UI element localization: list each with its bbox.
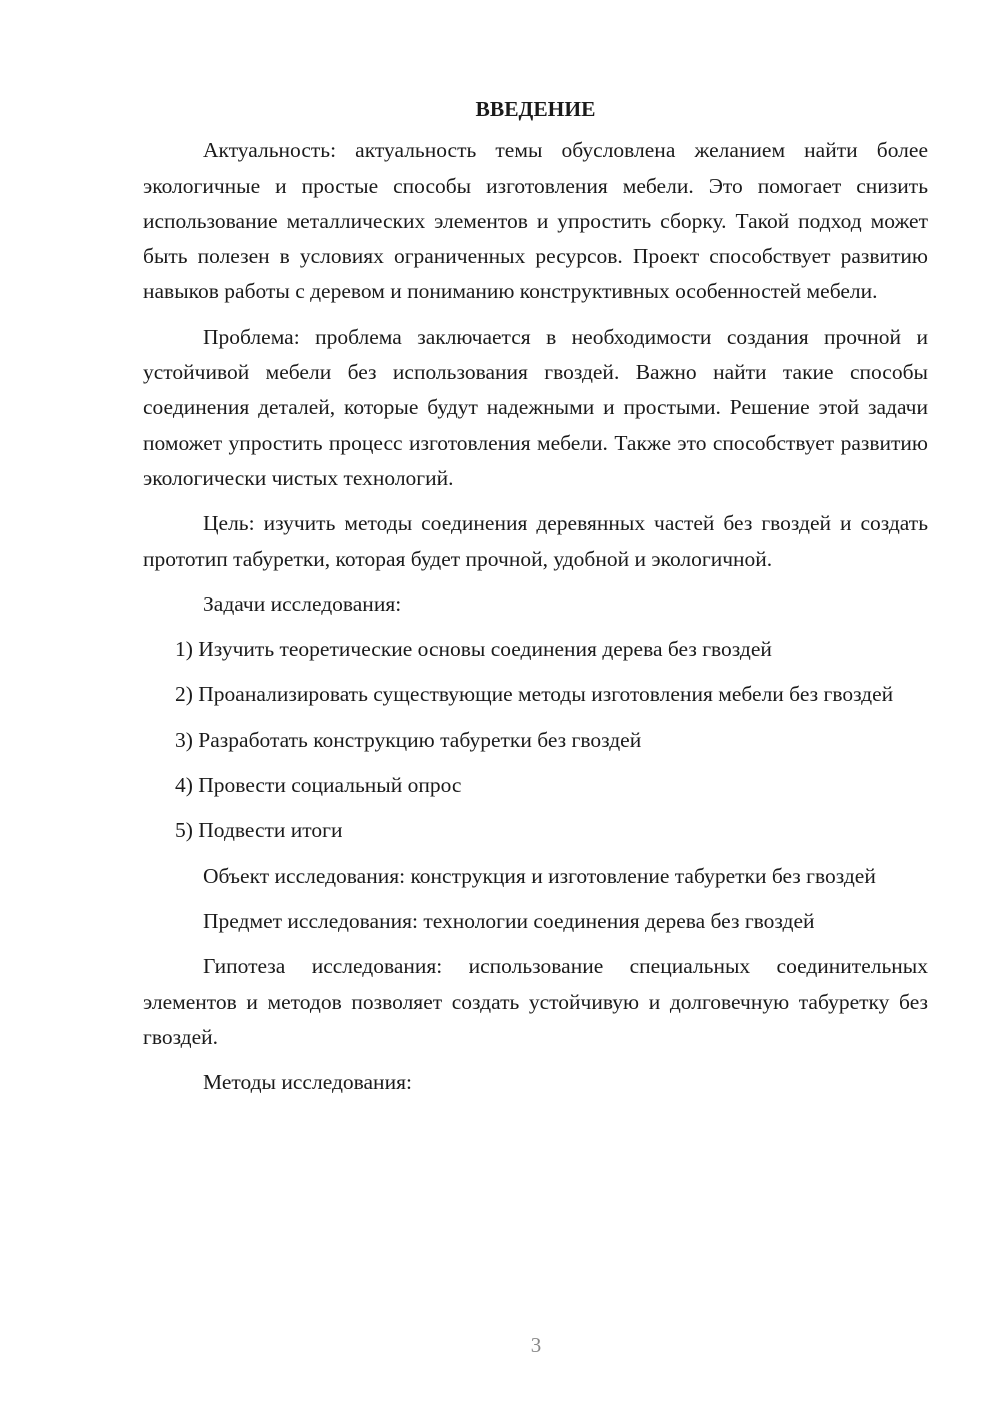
hypothesis-paragraph: Гипотеза исследования: использование специальных соединительных элементов и методов позволяет создать устойчивую и долговечную табуретку без гвоздей.: [143, 954, 928, 1049]
object-paragraph: Объект исследования: конструкция и изготовление табуретки без гвоздей: [203, 863, 876, 888]
problem-paragraph: Проблема: проблема заключается в необходимости создания прочной и устойчивой мебели без использования гвоздей. Важно найти такие способы соединения деталей, которые будут надежными и простыми. Решение этой задачи поможет упростить процесс изготовления мебели. Также это способствует развитию экологически чистых технологий.: [143, 324, 928, 490]
tasks-heading: Задачи исследования:: [203, 591, 402, 616]
goal-paragraph: Цель: изучить методы соединения деревянных частей без гвоздей и создать прототип табуретки, которая будет прочной, удобной и экологичной.: [143, 511, 928, 571]
relevance-paragraph: Актуальность: актуальность темы обусловлена желанием найти более экологичные и простые способы изготовления мебели. Это помогает снизить использование металлических элементов и упростить сборку. Такой подход может быть полезен в условиях ограниченных ресурсов. Проект способствует развитию навыков работы с деревом и пониманию конструктивных особенностей мебели.: [143, 138, 928, 304]
task-item: 1) Изучить теоретические основы соединения дерева без гвоздей: [175, 637, 772, 662]
document-page: [143, 92, 928, 1110]
section-title: ВВЕДЕНИЕ: [475, 97, 596, 121]
task-item: 3) Разработать конструкцию табуретки без гвоздей: [175, 727, 642, 752]
task-item: 4) Провести социальный опрос: [175, 773, 462, 798]
task-item: 5) Подвести итоги: [175, 818, 343, 843]
methods-heading: Методы исследования:: [203, 1070, 412, 1095]
task-item: 2) Проанализировать существующие методы изготовления мебели без гвоздей: [175, 682, 894, 707]
subject-paragraph: Предмет исследования: технологии соединения дерева без гвоздей: [203, 908, 815, 933]
page-number: 3: [530, 1333, 542, 1357]
